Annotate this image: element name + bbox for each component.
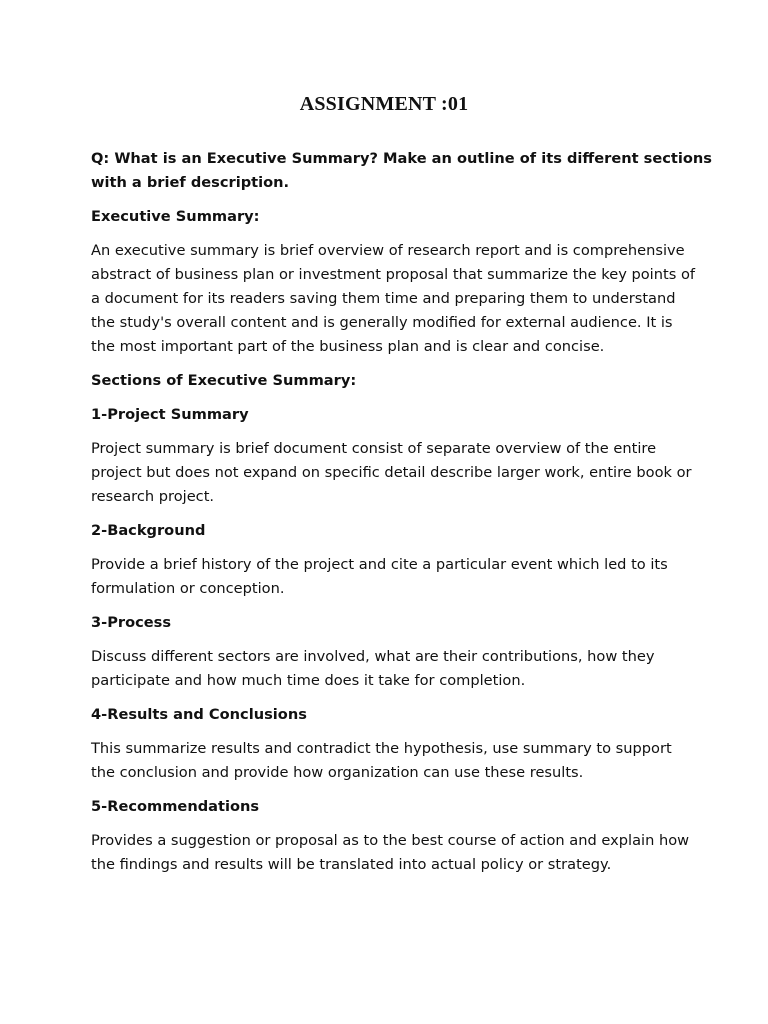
- paragraph-line: the findings and results will be translated into actual policy or strategy.: [91, 856, 612, 873]
- page-title: ASSIGNMENT :01: [299, 93, 469, 115]
- paragraph-line: research project.: [91, 488, 215, 505]
- section-paragraph-results-and-conclusions: [91, 737, 691, 785]
- paragraph-line: a document for its readers saving them time and preparing them to understand: [91, 290, 676, 307]
- paragraph-line: Project summary is brief document consist of separate overview of the entire: [91, 440, 657, 457]
- section-heading-process: 3-Process: [91, 614, 172, 631]
- section-paragraph-background: [91, 553, 691, 601]
- question-line: with a brief description.: [91, 174, 290, 191]
- sections-heading: Sections of Executive Summary:: [91, 372, 357, 389]
- question-line: Q: What is an Executive Summary? Make an outline of its different sections: [91, 150, 712, 167]
- section-paragraph-process: [91, 645, 691, 693]
- section-heading-background: 2-Background: [91, 522, 206, 539]
- paragraph-line: This summarize results and contradict the hypothesis, use summary to support: [91, 740, 672, 757]
- executive-summary-heading: Executive Summary:: [91, 208, 260, 225]
- paragraph-line: abstract of business plan or investment proposal that summarize the key points of: [91, 266, 696, 283]
- paragraph-line: participate and how much time does it take for completion.: [91, 672, 526, 689]
- paragraph-line: An executive summary is brief overview of research report and is comprehensive: [91, 242, 685, 259]
- paragraph-line: Provide a brief history of the project and cite a particular event which led to its: [91, 556, 668, 573]
- paragraph-line: the study's overall content and is generally modified for external audience. It is: [91, 314, 673, 331]
- paragraph-line: the conclusion and provide how organization can use these results.: [91, 764, 584, 781]
- section-heading-results-and-conclusions: 4-Results and Conclusions: [91, 706, 307, 723]
- question-text: [91, 147, 712, 195]
- section-heading-project-summary: 1-Project Summary: [91, 406, 249, 423]
- paragraph-line: the most important part of the business plan and is clear and concise.: [91, 338, 605, 355]
- paragraph-line: project but does not expand on specific detail describe larger work, entire book or: [91, 464, 692, 481]
- executive-summary-paragraph: [91, 239, 696, 359]
- document-body: [91, 147, 712, 887]
- section-paragraph-recommendations: [91, 829, 691, 877]
- paragraph-line: Provides a suggestion or proposal as to the best course of action and explain how: [91, 832, 690, 849]
- paragraph-line: formulation or conception.: [91, 580, 285, 597]
- paragraph-line: Discuss different sectors are involved, what are their contributions, how they: [91, 648, 655, 665]
- section-paragraph-project-summary: [91, 437, 691, 509]
- section-heading-recommendations: 5-Recommendations: [91, 798, 260, 815]
